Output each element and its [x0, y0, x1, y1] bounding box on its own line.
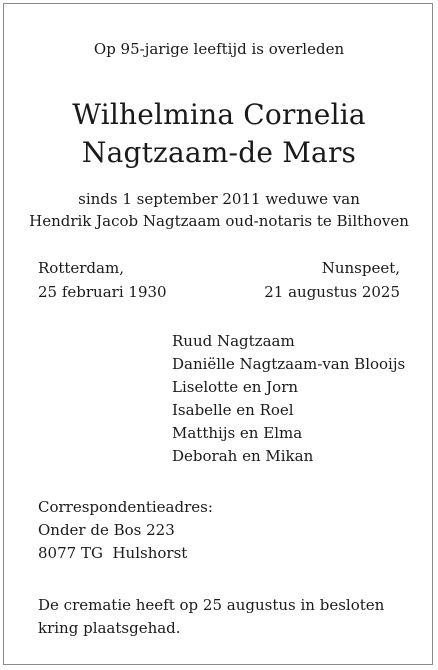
family-list	[172, 330, 405, 468]
family-member: Matthijs en Elma	[172, 424, 303, 442]
cremation-note: De crematie heeft op 25 augustus in besloten kring plaatsgehad.	[38, 596, 385, 637]
family-member: Deborah en Mikan	[172, 447, 314, 465]
correspondence-city: 8077 TG Hulshorst	[38, 544, 188, 562]
family-member: Ruud Nagtzaam	[172, 332, 295, 350]
birth-info	[38, 256, 167, 304]
birth-date: 25 februari 1930	[38, 283, 167, 301]
deceased-name-last: Nagtzaam-de Mars	[81, 136, 357, 169]
correspondence-address	[38, 496, 213, 565]
correspondence-street: Onder de Bos 223	[38, 521, 175, 539]
deceased-name-first: Wilhelmina Cornelia	[72, 98, 366, 131]
family-member: Isabelle en Roel	[172, 401, 294, 419]
family-member: Daniëlle Nagtzaam-van Blooijs	[172, 355, 406, 373]
widow-line-1: sinds 1 september 2011 weduwe van	[78, 190, 360, 208]
birth-place: Rotterdam,	[38, 259, 124, 277]
intro-text: Op 95-jarige leeftijd is overleden	[93, 40, 345, 58]
death-date: 21 augustus 2025	[264, 283, 400, 301]
correspondence-label: Correspondentieadres:	[38, 498, 213, 516]
death-place: Nunspeet,	[321, 259, 400, 277]
widow-line-2: Hendrik Jacob Nagtzaam oud-notaris te Bilthoven	[29, 212, 409, 230]
death-info	[264, 256, 400, 304]
family-member: Liselotte en Jorn	[172, 378, 299, 396]
